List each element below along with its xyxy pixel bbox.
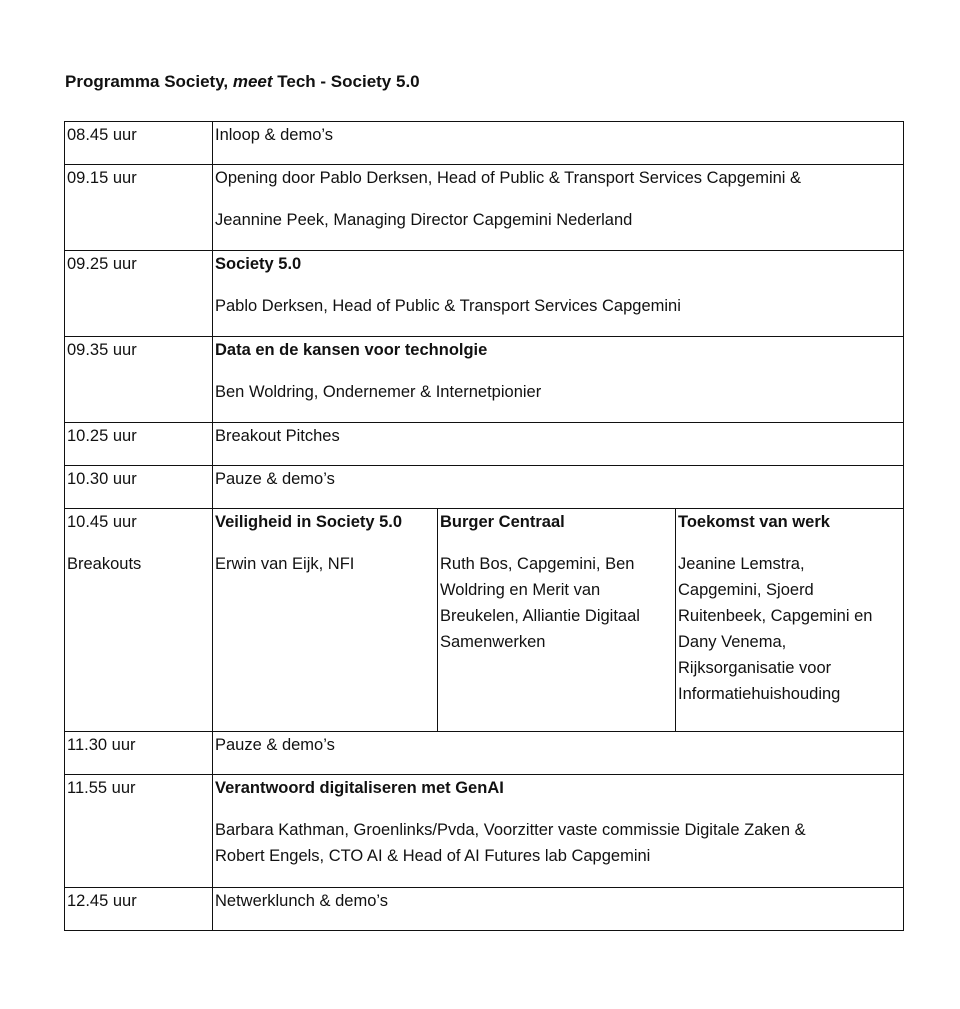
speaker-line: Dany Venema,: [678, 633, 787, 651]
activity-cell: [213, 251, 904, 337]
time-label: 10.45 uur: [67, 513, 137, 531]
table-row: [65, 122, 904, 165]
time-cell: 08.45 uur: [65, 122, 213, 165]
activity-cell: [213, 165, 904, 251]
speaker-line: Jeanine Lemstra,: [678, 555, 805, 573]
speaker-line: Robert Engels, CTO AI & Head of AI Futures lab Capgemini: [215, 847, 651, 865]
time-cell: [65, 509, 213, 732]
table-row: [65, 775, 904, 888]
table-row: [65, 888, 904, 931]
speaker-line: Samenwerken: [440, 633, 546, 651]
time-cell: 10.30 uur: [65, 466, 213, 509]
table-row: [65, 165, 904, 251]
activity-cell: [213, 337, 904, 423]
table-row: [65, 337, 904, 423]
time-cell: 09.25 uur: [65, 251, 213, 337]
table-row: [65, 466, 904, 509]
time-cell: 10.25 uur: [65, 423, 213, 466]
program-title: [65, 72, 420, 92]
speaker-line: Ruth Bos, Capgemini, Ben: [440, 555, 635, 573]
speaker-line: Erwin van Eijk, NFI: [215, 555, 355, 573]
time-cell: 11.55 uur: [65, 775, 213, 888]
speaker-line: Ben Woldring, Ondernemer & Internetpionier: [215, 383, 542, 401]
program-title-emphasis: meet: [232, 72, 273, 91]
activity-cell: Pauze & demo’s: [213, 466, 904, 509]
session-heading: Burger Centraal: [440, 513, 565, 531]
speaker-line: Rijksorganisatie voor: [678, 659, 832, 677]
activity-cell: [213, 775, 904, 888]
session-heading: Data en de kansen voor technolgie: [215, 341, 488, 359]
activity-cell: Pauze & demo’s: [213, 732, 904, 775]
breakouts-label: Breakouts: [67, 555, 142, 573]
session-heading: Verantwoord digitaliseren met GenAI: [215, 779, 504, 797]
activity-line: Jeannine Peek, Managing Director Capgemini Nederland: [215, 211, 633, 229]
program-title-suffix: Tech - Society 5.0: [272, 72, 420, 91]
time-cell: 11.30 uur: [65, 732, 213, 775]
schedule-table: [64, 121, 904, 931]
table-row: [65, 509, 904, 732]
breakout-cell: [676, 509, 904, 732]
program-title-prefix: Programma Society,: [65, 72, 233, 91]
table-row: [65, 732, 904, 775]
session-heading: Toekomst van werk: [678, 513, 830, 531]
speaker-line: Breukelen, Alliantie Digitaal: [440, 607, 640, 625]
breakout-cell: [438, 509, 676, 732]
speaker-line: Barbara Kathman, Groenlinks/Pvda, Voorzitter vaste commissie Digitale Zaken &: [215, 821, 806, 839]
speaker-line: Capgemini, Sjoerd: [678, 581, 814, 599]
session-heading: Society 5.0: [215, 255, 302, 273]
speaker-line: Ruitenbeek, Capgemini en: [678, 607, 873, 625]
session-heading: Veiligheid in Society 5.0: [215, 513, 403, 531]
speaker-line: Informatiehuishouding: [678, 685, 841, 703]
activity-line: Opening door Pablo Derksen, Head of Public & Transport Services Capgemini &: [215, 169, 802, 187]
time-cell: 12.45 uur: [65, 888, 213, 931]
time-cell: 09.35 uur: [65, 337, 213, 423]
activity-cell: Inloop & demo’s: [213, 122, 904, 165]
speaker-line: Woldring en Merit van: [440, 581, 601, 599]
activity-cell: Netwerklunch & demo’s: [213, 888, 904, 931]
activity-cell: Breakout Pitches: [213, 423, 904, 466]
time-cell: 09.15 uur: [65, 165, 213, 251]
breakout-cell: [213, 509, 438, 732]
table-row: [65, 251, 904, 337]
table-row: [65, 423, 904, 466]
speaker-line: Pablo Derksen, Head of Public & Transport Services Capgemini: [215, 297, 681, 315]
